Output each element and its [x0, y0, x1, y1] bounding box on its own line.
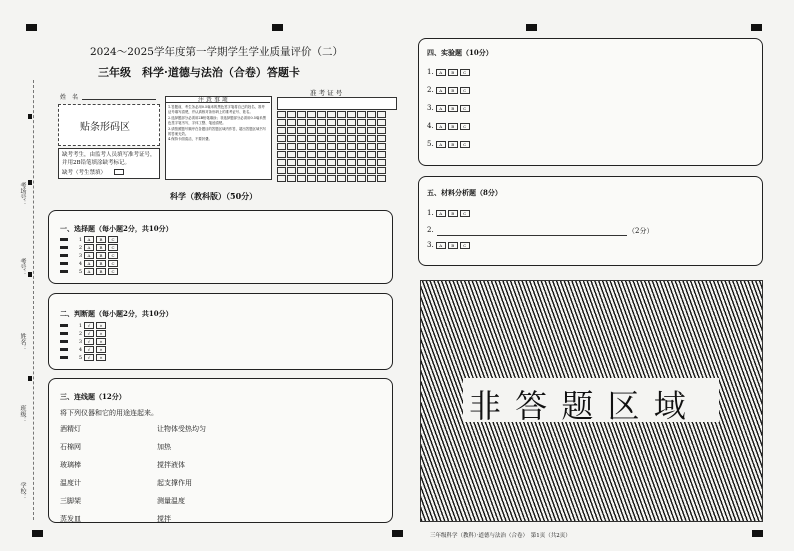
absent-bubble[interactable] — [114, 169, 124, 175]
option-bubble[interactable]: A — [436, 105, 446, 112]
exam-digit-bubble[interactable] — [347, 127, 356, 134]
exam-digit-bubble[interactable] — [327, 135, 336, 142]
match-right-item[interactable]: 加热 — [157, 443, 171, 451]
exam-digit-bubble[interactable] — [327, 159, 336, 166]
side-label-exam-id: 考号： — [19, 258, 26, 276]
section-judge-title: 二、判断题（每小题2分，共10分） — [60, 309, 173, 318]
exam-digit-bubble[interactable] — [337, 135, 346, 142]
true-bubble[interactable]: √ — [84, 346, 94, 353]
option-bubble[interactable]: A — [436, 242, 446, 249]
timing-mark — [28, 180, 32, 185]
exam-digit-bubble[interactable] — [367, 159, 376, 166]
exam-digit-bubble[interactable] — [337, 111, 346, 118]
exam-digit-bubble[interactable] — [347, 159, 356, 166]
match-right-col — [157, 420, 206, 528]
option-bubble[interactable]: A — [436, 141, 446, 148]
notice-item: 3.请按照题号顺序在各题目的答题区域内作答，超出答题区域书写的答案无效。 — [168, 126, 267, 137]
judge-row: 1 √ × — [60, 322, 106, 330]
match-left-item[interactable]: 三脚架 — [60, 497, 81, 505]
exam-digit-bubble[interactable] — [317, 175, 326, 182]
exam-digit-bubble[interactable] — [307, 119, 316, 126]
exam-digit-bubble[interactable] — [377, 175, 386, 182]
true-bubble[interactable]: √ — [84, 322, 94, 329]
exam-digit-bubble[interactable] — [317, 127, 326, 134]
timing-mark — [272, 24, 283, 31]
exam-digit-bubble[interactable] — [357, 135, 366, 142]
exam-digit-bubble[interactable] — [307, 175, 316, 182]
exam-digit-bubble[interactable] — [277, 119, 286, 126]
option-bubble[interactable]: B — [448, 69, 458, 76]
timing-mark — [26, 24, 37, 31]
option-bubble[interactable]: A — [84, 260, 94, 267]
exam-digit-bubble[interactable] — [297, 159, 306, 166]
exam-digit-bubble[interactable] — [357, 167, 366, 174]
exam-digit-bubble[interactable] — [287, 111, 296, 118]
timing-mark — [28, 272, 32, 277]
exam-digit-bubble[interactable] — [347, 135, 356, 142]
side-label-class: 班级： — [19, 405, 26, 423]
exam-digit-bubble[interactable] — [277, 167, 286, 174]
option-bubble[interactable]: B — [448, 105, 458, 112]
section-analysis-title: 五、材料分析题（8分） — [427, 188, 502, 197]
exam-digit-bubble[interactable] — [347, 111, 356, 118]
exam-digit-bubble[interactable] — [357, 143, 366, 150]
option-bubble[interactable]: C — [460, 210, 470, 217]
option-bubble[interactable]: A — [84, 244, 94, 251]
exam-digit-bubble[interactable] — [277, 175, 286, 182]
page-footer: 三年级科学（教科）·道德与法治（合卷） 第1页（共2页） — [430, 533, 571, 539]
exam-digit-bubble[interactable] — [317, 159, 326, 166]
exam-digit-bubble[interactable] — [277, 111, 286, 118]
experiment-row: 2. A B C — [427, 81, 470, 99]
match-left-col — [60, 420, 81, 528]
option-bubble[interactable]: B — [448, 210, 458, 217]
science-title: 科学（教科版）（50分） — [170, 191, 258, 201]
exam-digit-bubble[interactable] — [367, 135, 376, 142]
exam-digit-bubble[interactable] — [337, 167, 346, 174]
exam-digit-bubble[interactable] — [377, 143, 386, 150]
match-left-item[interactable]: 石棉网 — [60, 443, 81, 451]
side-label-name: 姓名： — [19, 333, 26, 351]
option-bubble[interactable]: C — [108, 260, 118, 267]
exam-digit-bubble[interactable] — [287, 175, 296, 182]
exam-digit-bubble[interactable] — [367, 151, 376, 158]
analysis-q1: 1. A B C — [427, 204, 470, 222]
timing-mark — [752, 530, 763, 537]
barcode-label: 贴条形码区 — [80, 122, 130, 133]
page-title: 2024～2025学年度第一学期学生学业质量评价（二） — [90, 46, 343, 58]
exam-digit-bubble[interactable] — [377, 119, 386, 126]
false-bubble[interactable]: × — [96, 346, 106, 353]
exam-digit-bubble[interactable] — [287, 159, 296, 166]
exam-digit-bubble[interactable] — [317, 111, 326, 118]
exam-digit-bubble[interactable] — [327, 127, 336, 134]
exam-digit-bubble[interactable] — [307, 111, 316, 118]
match-left-item[interactable]: 酒精灯 — [60, 425, 81, 433]
option-bubble[interactable]: C — [460, 69, 470, 76]
exam-digit-bubble[interactable] — [357, 151, 366, 158]
exam-digit-bubble[interactable] — [357, 111, 366, 118]
choice-row: 3 A B C — [60, 252, 118, 260]
option-bubble[interactable]: A — [84, 268, 94, 275]
exam-digit-bubble[interactable] — [327, 175, 336, 182]
exam-no-title: 准 考 证 号 — [310, 89, 343, 97]
option-bubble[interactable]: B — [96, 252, 106, 259]
exam-digit-bubble[interactable] — [297, 175, 306, 182]
exam-digit-bubble[interactable] — [307, 127, 316, 134]
exam-digit-bubble[interactable] — [307, 167, 316, 174]
exam-digit-bubble[interactable] — [297, 135, 306, 142]
option-bubble[interactable]: A — [436, 87, 446, 94]
true-bubble[interactable]: √ — [84, 354, 94, 361]
side-label-school: 学校： — [19, 482, 26, 500]
exam-digit-bubble[interactable] — [347, 143, 356, 150]
exam-digit-bubble[interactable] — [377, 159, 386, 166]
notice-item: 1.答题前，考生务必用0.5毫米的黑色签字笔将自己的姓名、准考证号填写清楚，并认真核对条形码上的准考证号、姓名。 — [168, 105, 265, 115]
exam-digit-bubble[interactable] — [287, 143, 296, 150]
true-bubble[interactable]: √ — [84, 330, 94, 337]
false-bubble[interactable]: × — [96, 322, 106, 329]
match-right-item[interactable]: 让物体受热均匀 — [157, 425, 206, 433]
exam-digit-bubble[interactable] — [317, 135, 326, 142]
analysis-q2-number: 2. — [427, 226, 434, 234]
experiment-row: 5. A B C — [427, 135, 470, 153]
exam-digit-bubble[interactable] — [297, 111, 306, 118]
exam-digit-bubble[interactable] — [277, 159, 286, 166]
match-right-item[interactable]: 搅拌 — [157, 515, 171, 523]
section-match-title: 三、连线题（12分） — [60, 392, 126, 401]
exam-digit-bubble[interactable] — [287, 127, 296, 134]
exam-digit-bubble[interactable] — [377, 111, 386, 118]
exam-digit-bubble[interactable] — [377, 167, 386, 174]
exam-digit-bubble[interactable] — [297, 143, 306, 150]
exam-digit-bubble[interactable] — [297, 151, 306, 158]
exam-digit-bubble[interactable] — [327, 119, 336, 126]
option-bubble[interactable]: C — [108, 252, 118, 259]
judge-row: 3 √ × — [60, 338, 106, 346]
exam-digit-bubble[interactable] — [317, 143, 326, 150]
timing-mark — [392, 530, 403, 537]
exam-digit-bubble[interactable] — [277, 135, 286, 142]
timing-mark — [28, 114, 32, 119]
experiment-row: 1. A B C — [427, 63, 470, 81]
non-answer-label: 非 答 题 区 域 — [469, 387, 688, 425]
exam-digit-bubble[interactable] — [327, 143, 336, 150]
exam-digit-bubble[interactable] — [297, 119, 306, 126]
option-bubble[interactable]: B — [96, 236, 106, 243]
option-bubble[interactable]: A — [84, 252, 94, 259]
option-bubble[interactable]: B — [448, 242, 458, 249]
option-bubble[interactable]: C — [460, 87, 470, 94]
choice-answers — [60, 236, 118, 276]
judge-row: 4 √ × — [60, 346, 106, 354]
section-choice-title: 一、选择题（每小题2分，共10分） — [60, 224, 173, 233]
exam-digit-bubble[interactable] — [377, 151, 386, 158]
false-bubble[interactable]: × — [96, 338, 106, 345]
absent-instructions: 缺考考生，由监考人员填写准考证号，并用2B铅笔填涂缺考标记。 — [62, 152, 156, 166]
exam-digit-bubble[interactable] — [367, 167, 376, 174]
option-bubble[interactable]: C — [460, 105, 470, 112]
section-match-intro: 将下列仪器和它的用途连起来。 — [60, 409, 158, 417]
option-bubble[interactable]: B — [448, 87, 458, 94]
experiment-answers — [427, 63, 470, 153]
match-left-item[interactable]: 蒸发皿 — [60, 515, 81, 523]
exam-digit-bubble[interactable] — [377, 127, 386, 134]
exam-digit-bubble[interactable] — [337, 159, 346, 166]
exam-digit-bubble[interactable] — [377, 135, 386, 142]
option-bubble[interactable]: A — [436, 69, 446, 76]
exam-digit-bubble[interactable] — [337, 119, 346, 126]
name-field[interactable] — [82, 99, 156, 100]
option-bubble[interactable]: C — [460, 123, 470, 130]
match-right-item[interactable]: 搅拌液体 — [157, 461, 185, 469]
analysis-q2-score: （2分） — [628, 227, 654, 235]
exam-digit-bubble[interactable] — [327, 151, 336, 158]
exam-digit-bubble[interactable] — [327, 111, 336, 118]
choice-row: 1 A B C — [60, 236, 118, 244]
choice-row: 5 A B C — [60, 268, 118, 276]
match-right-item[interactable]: 测量温度 — [157, 497, 185, 505]
option-bubble[interactable]: B — [448, 141, 458, 148]
exam-digit-bubble[interactable] — [277, 151, 286, 158]
choice-row: 4 A B C — [60, 260, 118, 268]
judge-row: 5 √ × — [60, 354, 106, 362]
exam-digit-bubble[interactable] — [367, 143, 376, 150]
exam-digit-bubble[interactable] — [367, 111, 376, 118]
option-bubble[interactable]: A — [436, 210, 446, 217]
notice-item: 2.选择题部分必须用2B铅笔填涂；非选择题部分必须用0.5毫米黑色签字笔书写，字体工整、笔迹清楚。 — [168, 115, 267, 126]
judge-row: 2 √ × — [60, 330, 106, 338]
exam-digit-bubble[interactable] — [287, 135, 296, 142]
match-left-item[interactable]: 温度计 — [60, 479, 81, 487]
exam-digit-bubble[interactable] — [307, 151, 316, 158]
exam-digit-bubble[interactable] — [367, 175, 376, 182]
timing-mark — [751, 24, 762, 31]
exam-digit-bubble[interactable] — [347, 167, 356, 174]
exam-digit-bubble[interactable] — [307, 135, 316, 142]
true-bubble[interactable]: √ — [84, 338, 94, 345]
notice-title: 注 意 事 项 — [198, 97, 228, 104]
judge-answers — [60, 322, 106, 362]
exam-digit-bubble[interactable] — [337, 175, 346, 182]
experiment-row: 4. A B C — [427, 117, 470, 135]
exam-digit-bubble[interactable] — [367, 119, 376, 126]
exam-digit-bubble[interactable] — [317, 151, 326, 158]
analysis-q3: 3. A B C — [427, 236, 470, 254]
exam-digit-bubble[interactable] — [347, 175, 356, 182]
exam-digit-bubble[interactable] — [347, 151, 356, 158]
notice-item: 4.保持卡面清洁，不要折叠。 — [168, 137, 212, 142]
notice-text — [168, 105, 268, 143]
exam-digit-bubble[interactable] — [357, 159, 366, 166]
exam-digit-bubble[interactable] — [327, 167, 336, 174]
exam-digit-bubble[interactable] — [307, 143, 316, 150]
exam-digit-bubble[interactable] — [317, 119, 326, 126]
exam-digit-bubble[interactable] — [287, 167, 296, 174]
exam-digit-bubble[interactable] — [297, 167, 306, 174]
exam-digit-bubble[interactable] — [347, 119, 356, 126]
exam-no-input-row — [277, 97, 397, 110]
option-bubble[interactable]: C — [108, 236, 118, 243]
option-bubble[interactable]: A — [84, 236, 94, 243]
false-bubble[interactable]: × — [96, 354, 106, 361]
exam-digit-bubble[interactable] — [357, 127, 366, 134]
exam-digit-bubble[interactable] — [337, 143, 346, 150]
option-bubble[interactable]: C — [460, 242, 470, 249]
exam-digit-bubble[interactable] — [297, 127, 306, 134]
option-bubble[interactable]: A — [436, 123, 446, 130]
choice-row: 2 A B C — [60, 244, 118, 252]
exam-digit-bubble[interactable] — [277, 127, 286, 134]
exam-digit-bubble[interactable] — [337, 127, 346, 134]
page-subtitle: 三年级 科学·道德与法治（合卷）答题卡 — [98, 66, 300, 79]
exam-digit-bubble[interactable] — [367, 127, 376, 134]
binding-line — [33, 80, 35, 520]
experiment-row: 3. A B C — [427, 99, 470, 117]
absent-label: 缺考（考生禁填） — [62, 170, 107, 176]
exam-digit-bubble[interactable] — [317, 167, 326, 174]
option-bubble[interactable]: C — [108, 268, 118, 275]
exam-digit-bubble[interactable] — [357, 119, 366, 126]
timing-mark — [526, 24, 537, 31]
option-bubble[interactable]: B — [96, 244, 106, 251]
name-label: 姓 名 — [60, 94, 79, 101]
option-bubble[interactable]: B — [448, 123, 458, 130]
notice-divider — [165, 102, 270, 103]
timing-mark — [28, 376, 32, 381]
option-bubble[interactable]: B — [96, 260, 106, 267]
match-left-item[interactable]: 玻璃棒 — [60, 461, 81, 469]
exam-digit-bubble[interactable] — [277, 143, 286, 150]
exam-digit-bubble[interactable] — [307, 159, 316, 166]
exam-digit-bubble[interactable] — [337, 151, 346, 158]
exam-no-grid[interactable] — [277, 111, 395, 183]
exam-digit-bubble[interactable] — [357, 175, 366, 182]
false-bubble[interactable]: × — [96, 330, 106, 337]
exam-digit-bubble[interactable] — [287, 119, 296, 126]
option-bubble[interactable]: C — [460, 141, 470, 148]
section-experiment-title: 四、实验题（10分） — [427, 48, 493, 57]
timing-mark — [32, 530, 43, 537]
option-bubble[interactable]: B — [96, 268, 106, 275]
exam-digit-bubble[interactable] — [287, 151, 296, 158]
option-bubble[interactable]: C — [108, 244, 118, 251]
side-label-room: 考场号： — [19, 182, 26, 206]
match-right-item[interactable]: 起支撑作用 — [157, 479, 192, 487]
